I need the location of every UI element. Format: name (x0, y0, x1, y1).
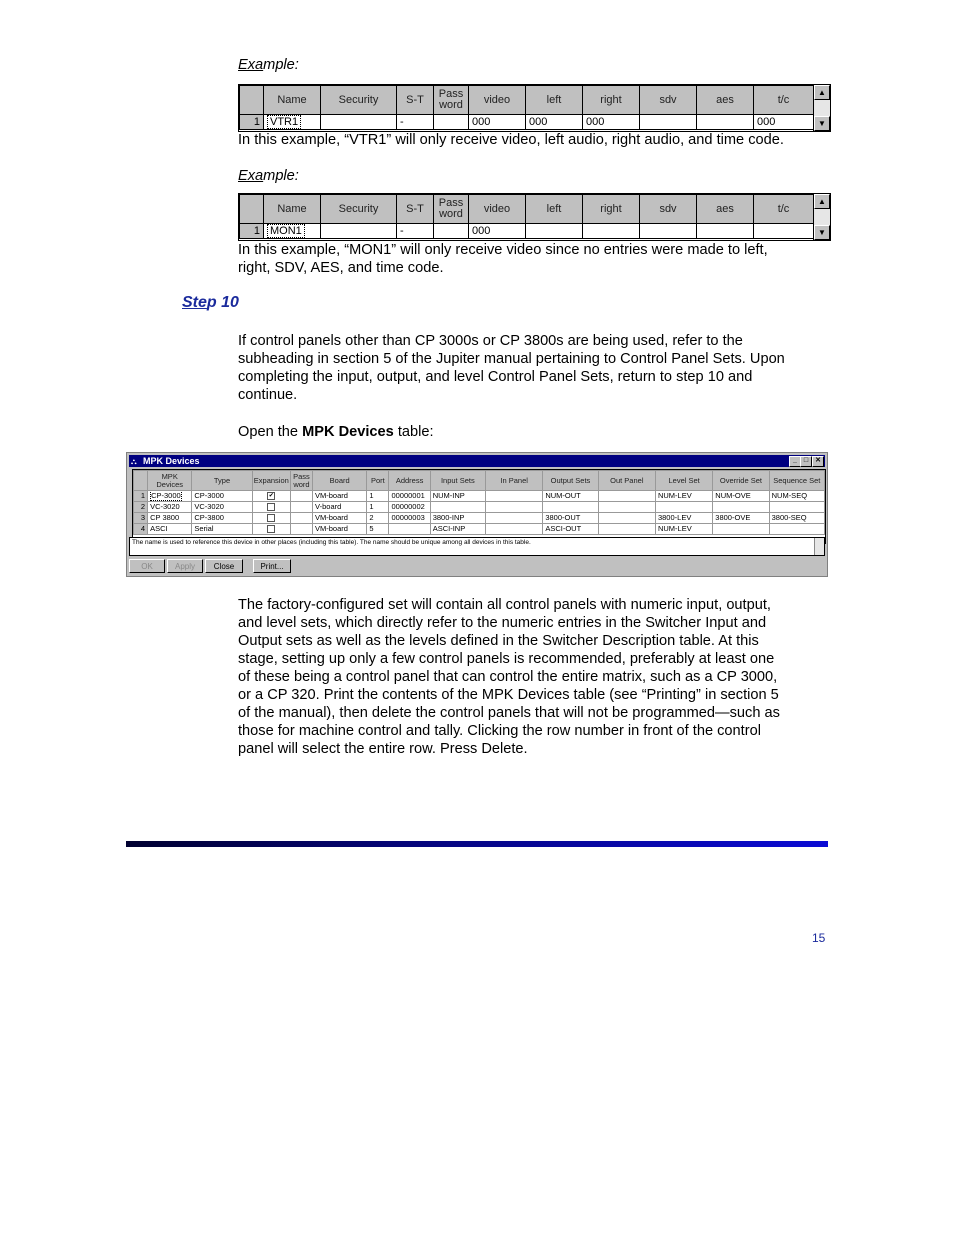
cell-board[interactable]: VM-board (313, 524, 367, 535)
cell-name[interactable]: MON1 (264, 224, 321, 239)
col-header-port[interactable]: Port (367, 471, 389, 491)
cell-port[interactable]: 1 (367, 491, 389, 502)
cell-input-sets[interactable]: ASCI-INP (430, 524, 485, 535)
col-header-password[interactable]: Pass word (434, 195, 469, 224)
col-header-password[interactable]: Pass word (290, 471, 312, 491)
table-row[interactable] (240, 115, 814, 130)
table-row[interactable] (134, 491, 825, 502)
cell-right[interactable] (583, 224, 640, 239)
footer-rule (126, 841, 828, 847)
cell-name[interactable]: VTR1 (264, 115, 321, 130)
cell-device[interactable]: CP-3000 (148, 491, 192, 502)
col-header-password[interactable]: Pass word (434, 86, 469, 115)
cell-expansion[interactable] (252, 524, 290, 535)
cell-tc[interactable] (754, 224, 814, 239)
apply-button[interactable]: Apply (167, 559, 203, 573)
cell-out-panel[interactable] (598, 513, 655, 524)
cell-input-sets[interactable] (430, 502, 485, 513)
cell-port[interactable]: 2 (367, 513, 389, 524)
description-box[interactable] (129, 537, 825, 556)
scroll-up-icon[interactable]: ▲ (814, 194, 830, 209)
vertical-scrollbar[interactable] (813, 85, 830, 131)
col-header-tc[interactable]: t/c (754, 195, 814, 224)
cell-output-sets[interactable]: 3800-OUT (543, 513, 598, 524)
col-header-out-panel[interactable]: Out Panel (598, 471, 655, 491)
cell-level-set[interactable]: NUM-LEV (655, 524, 712, 535)
cell-sequence-set[interactable] (769, 502, 824, 513)
cell-board[interactable]: VM-board (313, 513, 367, 524)
mpk-devices-window (126, 452, 828, 577)
cell-in-panel[interactable] (486, 502, 543, 513)
cell-out-panel[interactable] (598, 491, 655, 502)
body-line-5: of these being a control panel that can control the entire matrix, such as a CP 3000, (238, 669, 778, 685)
window-titlebar[interactable] (129, 455, 825, 467)
cell-address[interactable]: 00000003 (389, 513, 430, 524)
mpk-devices-grid[interactable] (132, 469, 826, 544)
cell-output-sets[interactable] (543, 502, 598, 513)
body-line-2: and level sets, which directly refer to the numeric entries in the Switcher Input and (238, 615, 767, 631)
cell-password[interactable] (434, 224, 469, 239)
cell-override-set[interactable]: NUM-OVE (713, 491, 769, 502)
cell-st[interactable]: - (397, 224, 434, 239)
cell-out-panel[interactable] (598, 502, 655, 513)
table-row[interactable] (134, 502, 825, 513)
checkbox[interactable] (267, 503, 275, 511)
cell-override-set[interactable]: 3800-OVE (713, 513, 769, 524)
cell-video[interactable]: 000 (469, 224, 526, 239)
scroll-down-icon[interactable]: ▼ (814, 225, 830, 240)
col-header-input-sets[interactable]: Input Sets (430, 471, 485, 491)
close-icon[interactable]: ✕ (812, 456, 824, 467)
cell-sdv[interactable] (640, 224, 697, 239)
cell-output-sets[interactable]: NUM-OUT (543, 491, 598, 502)
row-number[interactable]: 1 (240, 224, 264, 239)
cell-sequence-set[interactable]: NUM-SEQ (769, 491, 824, 502)
cell-expansion[interactable] (252, 491, 290, 502)
cell-tc[interactable]: 000 (754, 115, 814, 130)
cell-address[interactable]: 00000001 (389, 491, 430, 502)
intro-line-1: If control panels other than CP 3000s or CP 3800s are being used, refer to the (238, 333, 743, 349)
cell-sequence-set[interactable]: 3800-SEQ (769, 513, 824, 524)
intro-line-2: subheading in section 5 of the Jupiter manual pertaining to Control Panel Sets. Upon (238, 351, 785, 367)
cell-output-sets[interactable]: ASCI-OUT (543, 524, 598, 535)
col-header-mpk-devices[interactable]: MPK Devices (148, 471, 192, 491)
cell-password[interactable] (290, 491, 312, 502)
col-header-right[interactable]: right (583, 86, 640, 115)
col-header-name[interactable]: Name (264, 195, 321, 224)
col-header-right[interactable]: right (583, 195, 640, 224)
page-number: 15 (812, 931, 826, 945)
cell-board[interactable]: V-board (313, 502, 367, 513)
cell-security[interactable] (321, 115, 397, 130)
cell-aes[interactable] (697, 115, 754, 130)
col-header-address[interactable]: Address (389, 471, 430, 491)
col-header-sdv[interactable]: sdv (640, 195, 697, 224)
col-header-st[interactable]: S-T (397, 195, 434, 224)
col-header-type[interactable]: Type (192, 471, 252, 491)
cell-address[interactable] (389, 524, 430, 535)
cell-left[interactable] (526, 224, 583, 239)
cell-board[interactable]: VM-board (313, 491, 367, 502)
col-header-sdv[interactable]: sdv (640, 86, 697, 115)
cell-video[interactable]: 000 (469, 115, 526, 130)
cell-port[interactable]: 5 (367, 524, 389, 535)
scroll-up-icon[interactable]: ▲ (814, 85, 830, 100)
cell-address[interactable]: 00000002 (389, 502, 430, 513)
table-row[interactable] (240, 224, 814, 239)
col-header-tc[interactable]: t/c (754, 86, 814, 115)
intro-line-4: continue. (238, 387, 298, 403)
open-mpk-line: Open the MPK Devices table: (238, 424, 434, 440)
cell-out-panel[interactable] (598, 524, 655, 535)
table-row[interactable] (134, 524, 825, 535)
cell-password[interactable] (290, 502, 312, 513)
col-header-aes[interactable]: aes (697, 86, 754, 115)
cell-left[interactable]: 000 (526, 115, 583, 130)
checkbox[interactable]: ✔ (268, 493, 274, 500)
step-heading: Step 10 (182, 294, 239, 311)
col-header-name[interactable]: Name (264, 86, 321, 115)
body-line-7: of the manual), then delete the control panels that will not be programmed—such as (238, 705, 780, 721)
cell-device[interactable]: CP 3800 (148, 513, 192, 524)
row-number[interactable]: 4 (134, 524, 148, 535)
cell-type[interactable]: VC-3020 (192, 502, 252, 513)
corner-cell[interactable] (240, 195, 264, 224)
example2-caption-line1: In this example, “MON1” will only receive video since no entries were made to left, (238, 242, 768, 258)
cell-type[interactable]: Serial (192, 524, 252, 535)
col-header-expansion[interactable]: Expansion (252, 471, 290, 491)
checkbox[interactable] (267, 514, 275, 522)
description-text: The name is used to reference this device in other places (including this table). The name should be unique among all devices in this table. (132, 539, 531, 546)
cell-override-set[interactable] (713, 502, 769, 513)
col-header-left[interactable]: left (526, 195, 583, 224)
corner-cell[interactable] (134, 471, 148, 491)
col-header-security[interactable]: Security (321, 195, 397, 224)
col-header-video[interactable]: video (469, 195, 526, 224)
cell-input-sets[interactable]: NUM-INP (430, 491, 485, 502)
row-number[interactable]: 1 (240, 115, 264, 130)
example2-caption-line2: right, SDV, AES, and time code. (238, 260, 444, 276)
col-header-left[interactable]: left (526, 86, 583, 115)
cell-in-panel[interactable] (486, 524, 543, 535)
window-title: MPK Devices (143, 456, 200, 466)
cell-aes[interactable] (697, 224, 754, 239)
cell-security[interactable] (321, 224, 397, 239)
col-header-security[interactable]: Security (321, 86, 397, 115)
cell-expansion[interactable] (252, 513, 290, 524)
table-row[interactable] (134, 513, 825, 524)
row-number[interactable]: 2 (134, 502, 148, 513)
checkbox[interactable] (267, 525, 275, 533)
col-header-board[interactable]: Board (313, 471, 367, 491)
corner-cell[interactable] (240, 86, 264, 115)
example-label: Example: (238, 168, 299, 184)
cell-sequence-set[interactable] (769, 524, 824, 535)
cell-device[interactable]: ASCI (148, 524, 192, 535)
cell-expansion[interactable] (252, 502, 290, 513)
cell-override-set[interactable] (713, 524, 769, 535)
minimize-icon[interactable]: _ (789, 456, 801, 467)
intro-line-3: completing the input, output, and level Control Panel Sets, return to step 10 and (238, 369, 753, 385)
body-line-8: those for machine control and tally. Clicking the row number in front of the control (238, 723, 761, 739)
col-header-st[interactable]: S-T (397, 86, 434, 115)
col-header-level-set[interactable]: Level Set (655, 471, 712, 491)
example-label: Example: (238, 57, 299, 73)
maximize-icon[interactable]: □ (800, 456, 812, 467)
vertical-scrollbar[interactable] (813, 194, 830, 240)
cell-level-set[interactable] (655, 502, 712, 513)
cell-type[interactable]: CP-3800 (192, 513, 252, 524)
cell-level-set[interactable]: NUM-LEV (655, 491, 712, 502)
body-line-6: or a CP 320. Print the contents of the MPK Devices table (see “Printing” in section 5 (238, 687, 779, 703)
col-header-override-set[interactable]: Override Set (713, 471, 769, 491)
example1-caption: In this example, “VTR1” will only receive video, left audio, right audio, and time code. (238, 132, 784, 148)
close-button[interactable]: Close (205, 559, 243, 573)
description-scrollbar[interactable] (814, 538, 824, 555)
row-number[interactable]: 1 (134, 491, 148, 502)
col-header-in-panel[interactable]: In Panel (486, 471, 543, 491)
cell-device[interactable]: VC-3020 (148, 502, 192, 513)
ok-button[interactable]: OK (129, 559, 165, 573)
col-header-aes[interactable]: aes (697, 195, 754, 224)
body-line-4: stage, setting up only a few control panels is recommended, preferably at least one (238, 651, 775, 667)
col-header-sequence-set[interactable]: Sequence Set (769, 471, 824, 491)
example-grid-vtr1[interactable] (238, 84, 831, 132)
example-grid-mon1[interactable] (238, 193, 831, 241)
col-header-output-sets[interactable]: Output Sets (543, 471, 598, 491)
body-line-3: Output sets as well as the levels defined in the Switcher Description table. At this (238, 633, 759, 649)
cell-right[interactable]: 000 (583, 115, 640, 130)
cell-in-panel[interactable] (486, 513, 543, 524)
cell-password[interactable] (434, 115, 469, 130)
cell-in-panel[interactable] (486, 491, 543, 502)
scroll-down-icon[interactable]: ▼ (814, 116, 830, 131)
col-header-video[interactable]: video (469, 86, 526, 115)
cell-password[interactable] (290, 524, 312, 535)
cell-port[interactable]: 1 (367, 502, 389, 513)
cell-type[interactable]: CP-3000 (192, 491, 252, 502)
body-line-1: The factory-configured set will contain all control panels with numeric input, output, (238, 597, 771, 613)
body-line-9: panel will select the entire row. Press Delete. (238, 741, 528, 757)
cell-input-sets[interactable]: 3800-INP (430, 513, 485, 524)
cell-st[interactable]: - (397, 115, 434, 130)
row-number[interactable]: 3 (134, 513, 148, 524)
print-button[interactable]: Print... (253, 559, 291, 573)
app-icon: ⛬ (131, 457, 137, 466)
cell-sdv[interactable] (640, 115, 697, 130)
cell-level-set[interactable]: 3800-LEV (655, 513, 712, 524)
cell-password[interactable] (290, 513, 312, 524)
